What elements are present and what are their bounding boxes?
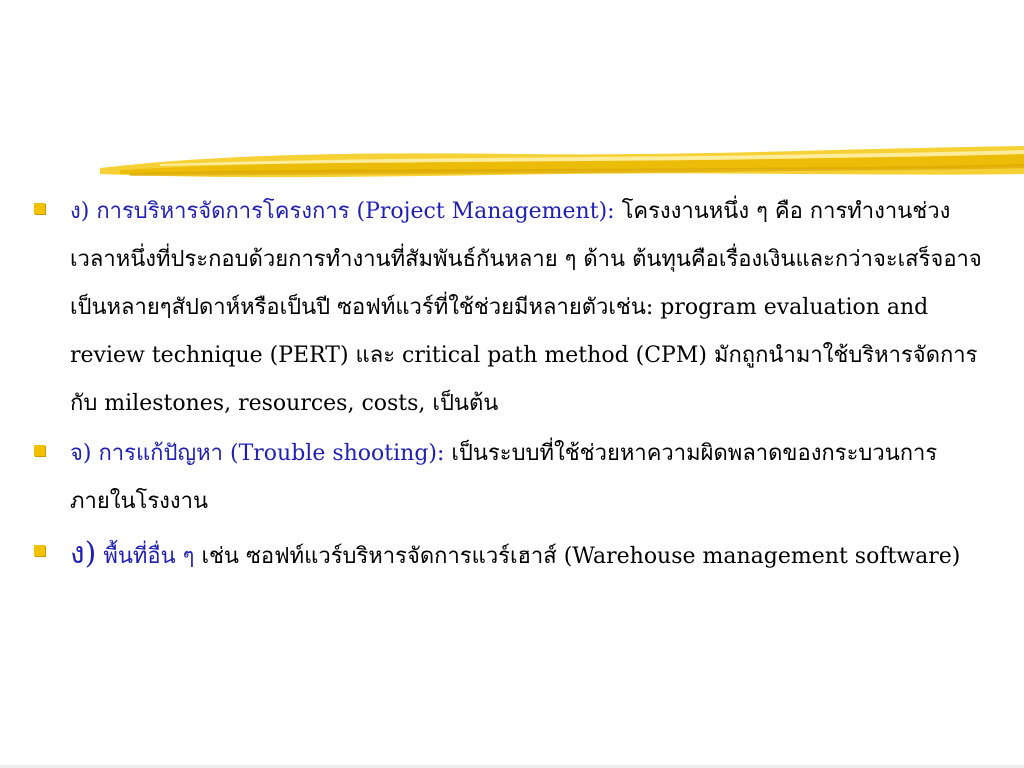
square-bullet-icon (34, 445, 45, 456)
bullet-heading: ง) การบริหารจัดการโครงการ (Project Management): (70, 199, 615, 224)
bullet-text (70, 430, 994, 526)
bullet-body: เช่น ซอฟท์แวร์บริหารจัดการแวร์เฮาส์ (Warehouse management software) (194, 544, 961, 569)
bullet-heading: จ) การแก้ปัญหา (Trouble shooting): (70, 441, 445, 466)
yellow-brush-stroke-decoration (100, 140, 1024, 190)
bullet-item-project-management (34, 188, 994, 428)
square-bullet-icon (34, 545, 45, 556)
bullet-item-other-areas (34, 530, 994, 581)
bullet-body: เป็นระบบที่ใช้ช่วยหาความผิดพลาดของกระบวนการภายในโรงงาน (70, 441, 938, 514)
square-bullet-icon (34, 203, 45, 214)
bullet-item-trouble-shooting (34, 430, 994, 526)
bullet-text (70, 530, 994, 581)
bullet-body: โครงงานหนึ่ง ๆ คือ การทำงานช่วงเวลาหนึ่งที่ประกอบด้วยการทำงานที่สัมพันธ์กันหลาย ๆ ด้าน ต้นทุนคือเรื่องเงินและกว่าจะเสร็จอาจเป็นหลายๆสัปดาห์หรือเป็นปี ซอฟท์แวร์ที่ใช้ช่วยมีหลายตัวเช่น: program evaluation and review technique (PERT) และ critical path method (CPM) มักถูกนำมาใช้บริหารจัดการกับ milestones, resources, costs, เป็นต้น (70, 199, 982, 416)
bullet-text (70, 188, 994, 428)
bullet-list (34, 188, 994, 581)
bullet-heading-prefix: ง) (70, 536, 97, 571)
bullet-heading: พื้นที่อื่น ๆ (96, 544, 195, 569)
